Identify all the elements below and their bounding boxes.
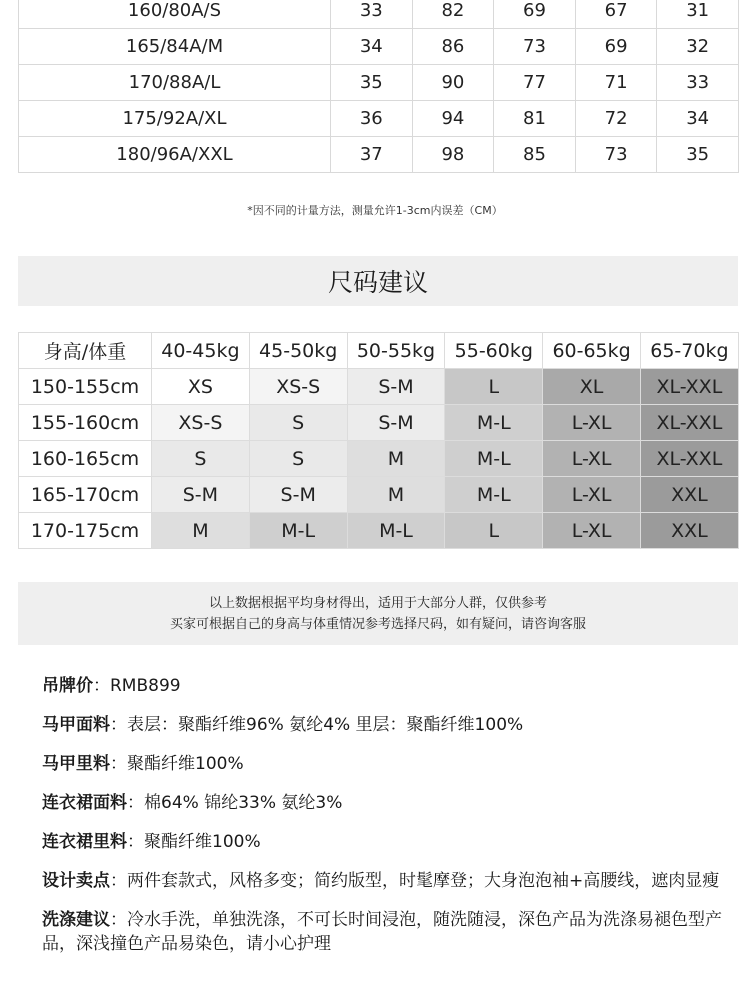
size-cell: XL [543,369,641,405]
spec-item [42,869,722,893]
measurement-table [18,0,739,173]
spec-value: ：冷水手洗，单独洗涤，不可长时间浸泡，随洗随浸，深色产品为洗涤易褪色型产品，深浅撞色产品易染色，请小心护理 [42,910,722,954]
weight-header-cell: 45-50kg [249,333,347,369]
measurement-cell: 36 [331,101,413,137]
height-label-cell: 150-155cm [19,369,152,405]
measurement-cell: 73 [494,29,576,65]
height-label-cell: 170-175cm [19,513,152,549]
height-label-cell: 165-170cm [19,477,152,513]
measurement-cell: 31 [657,0,739,29]
spec-value: ：聚酯纤维100% [127,832,261,852]
measurement-row [19,137,739,173]
spec-value: ：聚酯纤维100% [110,754,244,774]
grid-row [19,477,739,513]
spec-item [42,791,722,815]
spec-label: 洗涤建议 [42,910,110,930]
size-cell: M [347,477,445,513]
measurement-cell: 72 [575,101,657,137]
spec-value: ：表层：聚酯纤维96% 氨纶4% 里层：聚酯纤维100% [110,715,524,735]
section-title: 尺码建议 [18,256,738,306]
measurement-note: *因不同的计量方法，测量允许1-3cm内误差（CM） [247,204,503,217]
size-cell: XL-XXL [640,369,738,405]
spec-label: 设计卖点 [42,871,110,891]
measurement-cell: 98 [412,137,494,173]
size-cell: S-M [249,477,347,513]
spec-value: ：棉64% 锦纶33% 氨纶3% [127,793,343,813]
size-cell: XXL [640,513,738,549]
grid-row [19,405,739,441]
grid-header-row [19,333,739,369]
size-cell: XS-S [249,369,347,405]
size-cell: L-XL [543,513,641,549]
grid-row [19,369,739,405]
size-cell: XL-XXL [640,405,738,441]
measurement-cell: 33 [331,0,413,29]
measurement-cell: 35 [657,137,739,173]
measurement-cell: 69 [575,29,657,65]
size-cell: M [152,513,250,549]
size-cell: XS [152,369,250,405]
product-specs [42,674,722,971]
weight-header-cell: 50-55kg [347,333,445,369]
size-cell: S-M [347,405,445,441]
measurement-row [19,101,739,137]
size-cell: L [445,513,543,549]
measurement-cell: 32 [657,29,739,65]
measurement-cell: 37 [331,137,413,173]
measurement-cell: 86 [412,29,494,65]
size-cell: S [249,441,347,477]
spec-item [42,674,722,698]
measurement-cell: 90 [412,65,494,101]
spec-item [42,830,722,854]
weight-header-cell: 55-60kg [445,333,543,369]
measurement-cell: 34 [657,101,739,137]
size-cell: L-XL [543,441,641,477]
measurement-cell: 67 [575,0,657,29]
spec-item [42,713,722,737]
measurement-row [19,29,739,65]
size-label-cell: 175/92A/XL [19,101,331,137]
size-label-cell: 160/80A/S [19,0,331,29]
spec-item [42,908,722,956]
measurement-cell: 85 [494,137,576,173]
size-cell: S-M [347,369,445,405]
measurement-cell: 82 [412,0,494,29]
size-label-cell: 170/88A/L [19,65,331,101]
measurement-row [19,65,739,101]
spec-item [42,752,722,776]
spec-value: ：两件套款式，风格多变；简约版型，时髦摩登；大身泡泡袖+高腰线，遮肉显瘦 [110,871,720,891]
spec-label: 吊牌价 [42,676,93,696]
size-cell: XXL [640,477,738,513]
weight-header-cell: 40-45kg [152,333,250,369]
size-advice-grid [18,332,739,549]
size-label-cell: 165/84A/M [19,29,331,65]
size-label-cell: 180/96A/XXL [19,137,331,173]
grid-row [19,513,739,549]
height-label-cell: 155-160cm [19,405,152,441]
size-cell: M-L [445,441,543,477]
size-cell: XL-XXL [640,441,738,477]
size-cell: M-L [347,513,445,549]
size-cell: M-L [445,405,543,441]
measurement-cell: 35 [331,65,413,101]
measurement-row [19,0,739,29]
size-cell: S-M [152,477,250,513]
info-line-1: 以上数据根据平均身材得出，适用于大部分人群，仅供参考 [208,595,547,611]
size-cell: L [445,369,543,405]
measurement-cell: 81 [494,101,576,137]
size-cell: S [249,405,347,441]
weight-header-cell: 65-70kg [640,333,738,369]
spec-label: 马甲里料 [42,754,110,774]
grid-corner-header: 身高/体重 [19,333,152,369]
size-cell: XS-S [152,405,250,441]
size-cell: L-XL [543,405,641,441]
info-line-2: 买家可根据自己的身高与体重情况参考选择尺码，如有疑问，请咨询客服 [169,616,586,632]
spec-label: 连衣裙里料 [42,832,127,852]
height-label-cell: 160-165cm [19,441,152,477]
size-cell: L-XL [543,477,641,513]
size-cell: M-L [445,477,543,513]
measurement-cell: 73 [575,137,657,173]
measurement-cell: 77 [494,65,576,101]
grid-row [19,441,739,477]
measurement-cell: 94 [412,101,494,137]
weight-header-cell: 60-65kg [543,333,641,369]
size-cell: M-L [249,513,347,549]
size-cell: S [152,441,250,477]
info-box [18,582,738,645]
spec-value: ：RMB899 [93,676,181,696]
measurement-cell: 34 [331,29,413,65]
spec-label: 连衣裙面料 [42,793,127,813]
measurement-cell: 69 [494,0,576,29]
measurement-cell: 33 [657,65,739,101]
size-cell: M [347,441,445,477]
spec-label: 马甲面料 [42,715,110,735]
measurement-cell: 71 [575,65,657,101]
